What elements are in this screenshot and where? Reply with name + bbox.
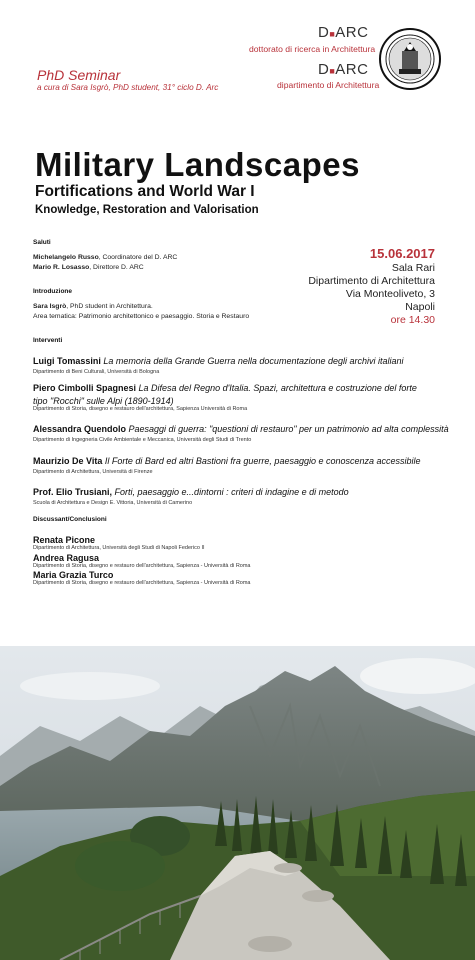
seminar-label: PhD Seminar bbox=[37, 67, 121, 83]
speaker-name: Maurizio De Vita bbox=[33, 456, 103, 466]
speaker-affiliation: Dipartimento di Storia, disegno e restauro dell'architettura, Sapienza Università di Roma bbox=[33, 406, 248, 412]
speaker-5 bbox=[33, 482, 453, 506]
interventi-heading: Interventi bbox=[33, 337, 63, 344]
talk-title: Il Forte di Bard ed altri Bastioni fra guerre, paesaggio e conoscenza accessibile bbox=[102, 456, 421, 466]
talk-title: La Difesa del Regno d'Italia. Spazi, architettura e costruzione del forte bbox=[136, 383, 417, 393]
saluti-name-1: Michelangelo Russo bbox=[33, 254, 99, 261]
speaker-affiliation: Dipartimento di Beni Culturali, Università di Bologna bbox=[33, 369, 160, 375]
discussant-affiliation: Dipartimento di Storia, disegno e restauro dell'architettura, Sapienza - Università di Roma bbox=[33, 563, 251, 569]
event-dept: Dipartimento di Architettura bbox=[308, 275, 435, 287]
department-label: dipartimento di Architettura bbox=[277, 80, 380, 90]
talk-title-cont: tipo "Rocchi" sulle Alpi (1890-1914) bbox=[33, 396, 174, 406]
darc-logo-arc: ARC bbox=[335, 24, 369, 41]
event-date: 15.06.2017 bbox=[369, 246, 435, 261]
saluti-name-2: Mario R. Losasso bbox=[33, 264, 90, 271]
discussants-heading: Discussant/Conclusioni bbox=[33, 516, 107, 523]
event-city: Napoli bbox=[405, 301, 435, 313]
darc-logo-d: D bbox=[318, 24, 330, 41]
talk-title: La memoria della Grande Guerra nella documentazione degli archivi italiani bbox=[100, 356, 404, 366]
darc-logo-mid: D■ARC bbox=[318, 61, 369, 78]
mountain-lake-fort-image bbox=[0, 646, 475, 960]
page-title: Military Landscapes bbox=[35, 146, 360, 183]
speaker-name: Piero Cimbolli Spagnesi bbox=[33, 383, 137, 393]
discussant-2 bbox=[33, 553, 453, 569]
event-room: Sala Rari bbox=[391, 262, 435, 274]
subtitle: Fortifications and World War I bbox=[35, 183, 255, 200]
discussant-name: Andrea Ragusa bbox=[33, 553, 100, 563]
speaker-4 bbox=[33, 451, 453, 475]
saluti-role-1: , Coordinatore del D. ARC bbox=[98, 254, 178, 261]
event-street: Via Monteoliveto, 3 bbox=[345, 288, 435, 300]
saluti-list bbox=[33, 253, 177, 273]
intro-heading: Introduzione bbox=[33, 288, 72, 295]
speaker-affiliation: Scuola di Architettura e Design E. Vittoria, Università di Camerino bbox=[33, 500, 193, 506]
university-seal-icon bbox=[379, 28, 441, 90]
discussant-name: Maria Grazia Turco bbox=[33, 570, 114, 580]
talk-title: Forti, paesaggio e...dintorni : criteri di indagine e di metodo bbox=[112, 487, 349, 497]
saluti-heading: Saluti bbox=[33, 239, 51, 246]
intro-name: Sara Isgrò bbox=[33, 303, 67, 310]
curated-by: a cura di Sara Isgrò, PhD student, 31° ciclo D. Arc bbox=[37, 83, 219, 92]
discussant-1 bbox=[33, 535, 453, 551]
speaker-3 bbox=[33, 419, 453, 443]
speaker-affiliation: Dipartimento di Ingegneria Civile Ambientale e Meccanica, Università degli Studi di Trento bbox=[33, 437, 252, 443]
speaker-name: Prof. Elio Trusiani, bbox=[33, 487, 113, 497]
event-time: ore 14.30 bbox=[390, 314, 435, 326]
talk-title: Paesaggi di guerra: "questioni di restauro" per un patrimonio ad alta complessità bbox=[126, 424, 449, 434]
discussant-affiliation: Dipartimento di Storia, disegno e restauro dell'architettura, Sapienza - Università di Roma bbox=[33, 580, 251, 586]
doctorate-label: dottorato di ricerca in Architettura bbox=[249, 44, 376, 54]
speaker-name: Alessandra Quendolo bbox=[33, 424, 127, 434]
intro-theme: Area tematica: Patrimonio architettonico e paesaggio. Storia e Restauro bbox=[33, 313, 250, 320]
discussant-name: Renata Picone bbox=[33, 535, 96, 545]
darc-mid-arc: ARC bbox=[335, 61, 369, 78]
speaker-name: Luigi Tomassini bbox=[33, 356, 101, 366]
saluti-role-2: , Direttore D. ARC bbox=[89, 264, 144, 271]
discussant-affiliation: Dipartimento di Architettura, Università degli Studi di Napoli Federico II bbox=[33, 545, 205, 551]
event-info bbox=[235, 246, 435, 327]
subtitle-secondary: Knowledge, Restoration and Valorisation bbox=[35, 204, 259, 216]
darc-mid-d: D bbox=[318, 61, 330, 78]
intro-text bbox=[33, 302, 249, 322]
landscape-photo bbox=[0, 646, 475, 960]
speaker-affiliation: Dipartimento di Architettura, Università di Firenze bbox=[33, 469, 153, 475]
discussant-3 bbox=[33, 570, 453, 586]
speaker-2 bbox=[33, 378, 453, 412]
intro-role: , PhD student in Architettura. bbox=[66, 303, 153, 310]
darc-logo-top: D■ARC bbox=[318, 24, 369, 41]
speaker-1 bbox=[33, 351, 453, 375]
